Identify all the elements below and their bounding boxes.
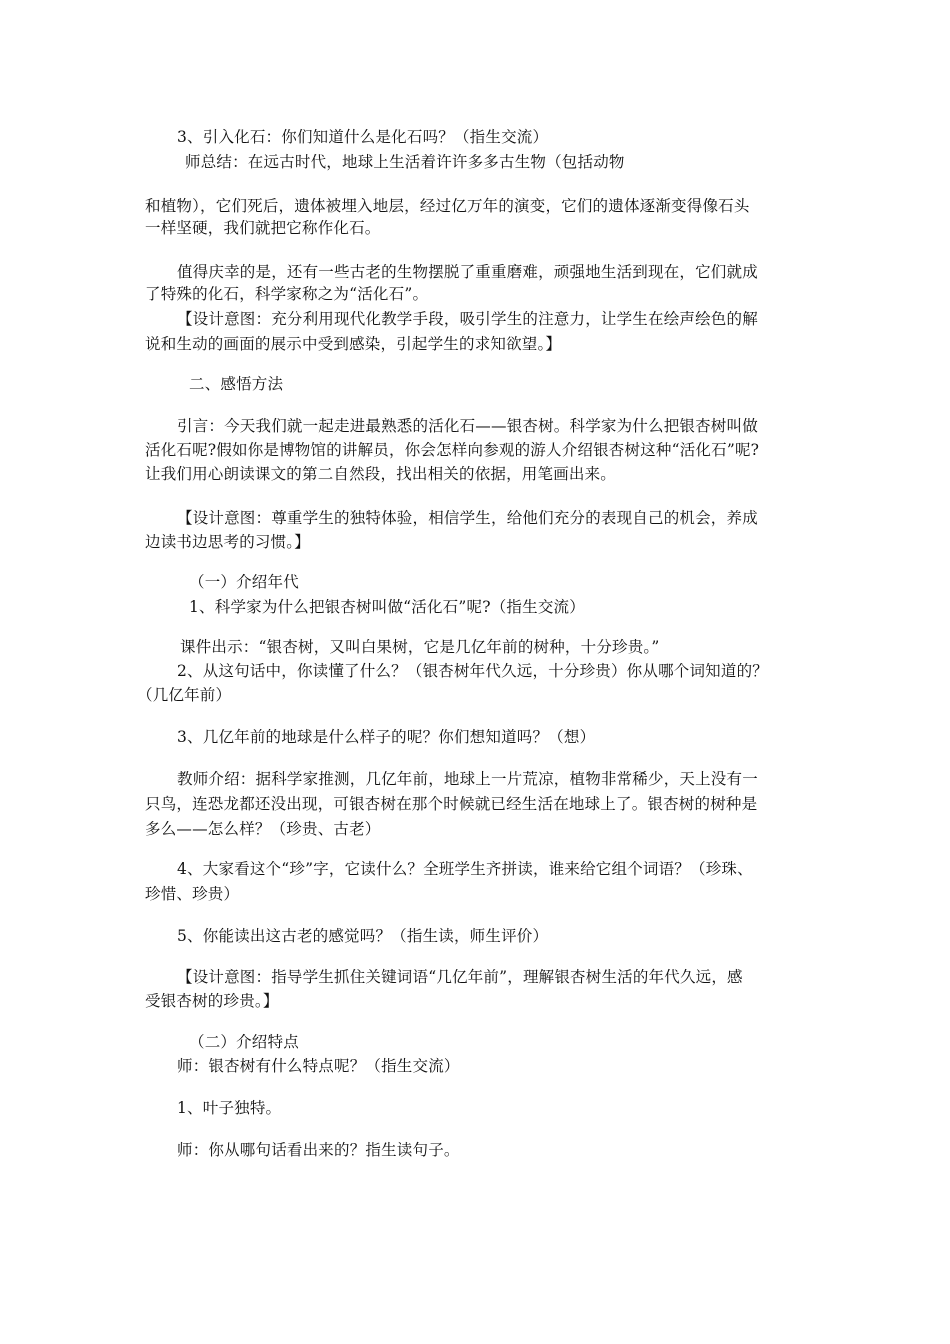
text-line: 3、几亿年前的地球是什么样子的呢？你们想知道吗？（想） [177, 728, 596, 746]
subsection-heading: （二）介绍特点 [189, 1033, 299, 1051]
text-line: 1、科学家为什么把银杏树叫做“活化石”呢?（指生交流） [189, 598, 585, 616]
text-line: 受银杏树的珍贵。】 [145, 992, 279, 1010]
text-line: 边读书边思考的习惯。】 [145, 533, 310, 551]
text-line: 引言：今天我们就一起走进最熟悉的活化石——银杏树。科学家为什么把银杏树叫做 [177, 417, 758, 435]
text-line: 【设计意图：充分利用现代化教学手段，吸引学生的注意力，让学生在绘声绘色的解 [177, 310, 758, 328]
section-heading: 二、感悟方法 [189, 375, 284, 393]
text-line: 2、从这句话中，你读懂了什么？（银杏树年代久远，十分珍贵）你从哪个词知道的？ [177, 662, 768, 680]
text-line: 活化石呢?假如你是博物馆的讲解员，你会怎样向参观的游人介绍银杏树这种“活化石”呢? [145, 441, 760, 459]
text-line: 4、大家看这个“珍”字，它读什么？全班学生齐拼读，谁来给它组个词语？（珍珠、 [177, 860, 753, 878]
text-line: 让我们用心朗读课文的第二自然段，找出相关的依据，用笔画出来。 [145, 465, 617, 483]
text-line: 了特殊的化石，科学家称之为“活化石”。 [145, 285, 429, 303]
text-line: 多么——怎么样？（珍贵、古老） [145, 820, 381, 838]
text-line: 只鸟，连恐龙都还没出现，可银杏树在那个时候就已经生活在地球上了。银杏树的树种是 [145, 795, 758, 813]
text-line: 教师介绍：据科学家推测，几亿年前，地球上一片荒凉，植物非常稀少，天上没有一 [177, 770, 758, 788]
text-line: 【设计意图：尊重学生的独特体验，相信学生，给他们充分的表现自己的机会，养成 [177, 509, 758, 527]
text-line: 课件出示：“银杏树，又叫白果树，它是几亿年前的树种，十分珍贵。” [180, 638, 660, 656]
text-line: 3、引入化石：你们知道什么是化石吗？（指生交流） [177, 128, 549, 146]
text-line: 5、你能读出这古老的感觉吗？（指生读，师生评价） [177, 927, 549, 945]
text-line: 师总结：在远古时代，地球上生活着许许多多古生物（包括动物 [185, 153, 625, 171]
text-line: 和植物），它们死后，遗体被埋入地层，经过亿万年的演变，它们的遗体逐渐变得像石头 [145, 197, 750, 215]
text-line: 珍惜、珍贵） [145, 885, 240, 903]
text-line: 说和生动的画面的展示中受到感染，引起学生的求知欲望。】 [145, 335, 562, 353]
text-line: 【设计意图：指导学生抓住关键词语“几亿年前”，理解银杏树生活的年代久远，感 [177, 968, 743, 986]
text-line: 1、叶子独特。 [177, 1099, 282, 1117]
subsection-heading: （一）介绍年代 [189, 573, 299, 591]
text-line: 师：你从哪句话看出来的？指生读句子。 [177, 1141, 460, 1159]
text-line: 值得庆幸的是，还有一些古老的生物摆脱了重重磨难，顽强地生活到现在，它们就成 [177, 263, 758, 281]
text-line: （几亿年前） [137, 686, 232, 704]
text-line: 师：银杏树有什么特点呢？（指生交流） [177, 1057, 460, 1075]
text-line: 一样坚硬，我们就把它称作化石。 [145, 219, 381, 237]
